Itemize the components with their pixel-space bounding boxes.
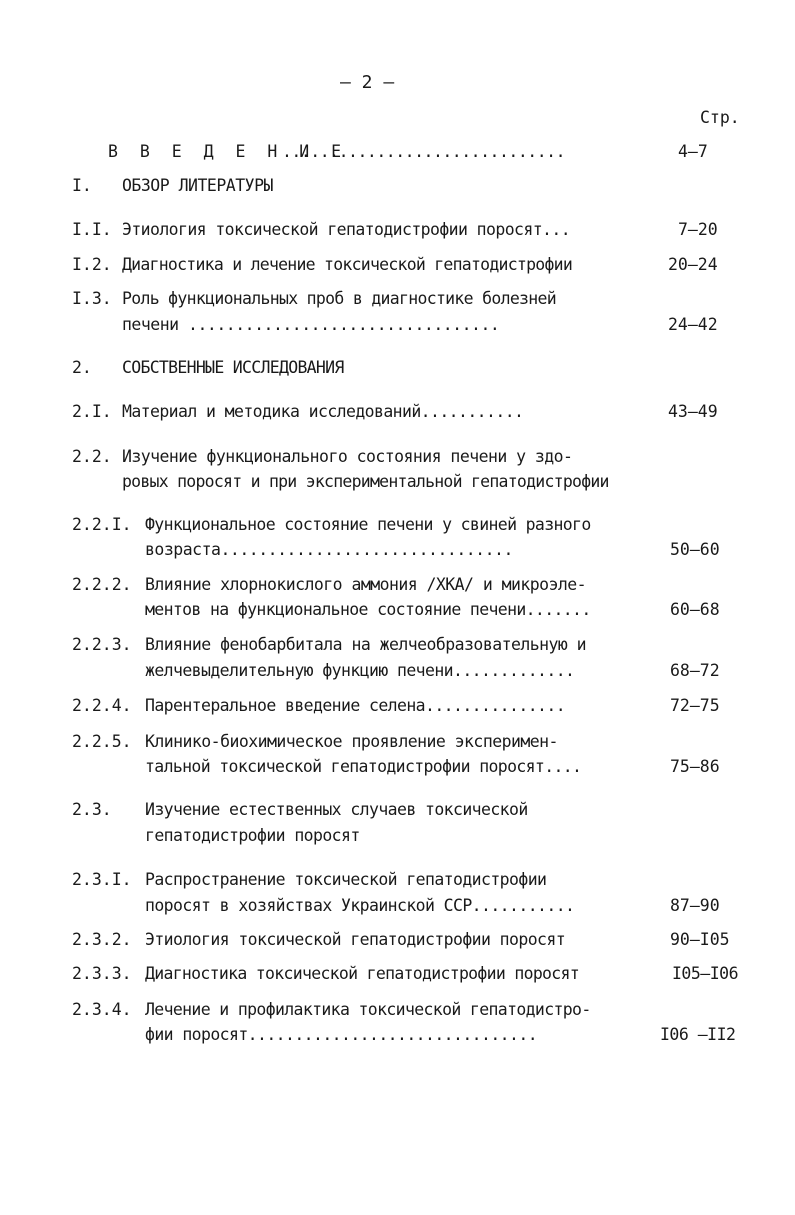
toc-number: I.I.: [72, 220, 112, 239]
toc-number: 2.2.3.: [72, 635, 132, 654]
toc-title-line2: фии поросят...............................: [145, 1025, 538, 1044]
toc-number: I.: [72, 176, 92, 195]
toc-title-line2: поросят в хозяйствах Украинской ССР...........: [145, 896, 575, 915]
toc-title-line1: Влияние фенобарбитала на желчеобразовательную и: [145, 635, 587, 654]
toc-number: 2.3.I.: [72, 870, 132, 889]
toc-title: Парентеральное введение селена...............: [145, 696, 566, 715]
toc-pages: 20–24: [668, 255, 718, 274]
toc-number: 2.2.5.: [72, 732, 132, 751]
toc-pages: 90–I05: [670, 930, 730, 949]
toc-number: 2.3.4.: [72, 1000, 132, 1019]
toc-pages: I06 –II2: [660, 1025, 736, 1044]
toc-pages: 4–7: [678, 142, 708, 161]
toc-number: 2.2.2.: [72, 575, 132, 594]
toc-pages: 87–90: [670, 896, 720, 915]
toc-pages: 75–86: [670, 757, 720, 776]
toc-title: Материал и методика исследований...........: [122, 402, 524, 421]
toc-number: I.2.: [72, 255, 112, 274]
page-number: – 2 –: [340, 72, 395, 93]
toc-number: 2.2.I.: [72, 515, 132, 534]
toc-pages: 43–49: [668, 402, 718, 421]
toc-pages: 72–75: [670, 696, 720, 715]
toc-title-line1: Лечение и профилактика токсической гепатодистро-: [145, 1000, 591, 1019]
toc-title: Этиология токсической гепатодистрофии поросят...: [122, 220, 571, 239]
toc-title: ОБЗОР ЛИТЕРАТУРЫ: [122, 176, 273, 195]
toc-title-line2: желчевыделительную функцию печени.............: [145, 661, 575, 680]
toc-pages: I05–I06: [672, 964, 739, 983]
toc-title-line2: тальной токсической гепатодистрофии поросят....: [145, 757, 582, 776]
toc-pages: 68–72: [670, 661, 720, 680]
toc-title: СОБСТВЕННЫЕ ИССЛЕДОВАНИЯ: [122, 358, 344, 377]
toc-title-line1: Изучение функционального состояния печени у здо-: [122, 447, 573, 466]
toc-title: В В Е Д Е Н И Е: [108, 142, 348, 161]
toc-title-line2: ментов на функциональное состояние печени.......: [145, 600, 591, 619]
toc-dots: ..............................: [282, 142, 566, 161]
toc-number: 2.2.: [72, 447, 112, 466]
toc-title-line1: Функциональное состояние печени у свиней разного: [145, 515, 591, 534]
toc-number: 2.3.3.: [72, 964, 132, 983]
toc-number: 2.I.: [72, 402, 112, 421]
pages-column-header: Стр.: [700, 108, 740, 127]
toc-number: I.3.: [72, 289, 112, 308]
toc-pages: 50–60: [670, 540, 720, 559]
toc-number: 2.3.: [72, 800, 112, 819]
toc-title-line1: Изучение естественных случаев токсической: [145, 800, 528, 819]
toc-title-line2: печени .................................: [122, 315, 500, 334]
toc-title-line1: Роль функциональных проб в диагностике болезней: [122, 289, 556, 308]
toc-title-line2: ровых поросят и при экспериментальной гепатодистрофии: [122, 472, 609, 491]
toc-title-line1: Влияние хлорнокислого аммония /ХКА/ и микроэле-: [145, 575, 587, 594]
toc-number: 2.: [72, 358, 92, 377]
toc-title-line1: Распространение токсической гепатодистрофии: [145, 870, 547, 889]
toc-title-line2: возраста...............................: [145, 540, 513, 559]
toc-pages: 60–68: [670, 600, 720, 619]
toc-title: Диагностика токсической гепатодистрофии поросят: [145, 964, 579, 983]
toc-pages: 7–20: [678, 220, 718, 239]
toc-title-line2: гепатодистрофии поросят: [145, 826, 360, 845]
toc-title: Диагностика и лечение токсической гепатодистрофии: [122, 255, 573, 274]
toc-title-line1: Клинико-биохимическое проявление эксперимен-: [145, 732, 558, 751]
toc-title: Этиология токсической гепатодистрофии поросят: [145, 930, 566, 949]
toc-pages: 24–42: [668, 315, 718, 334]
toc-number: 2.2.4.: [72, 696, 132, 715]
toc-number: 2.3.2.: [72, 930, 132, 949]
